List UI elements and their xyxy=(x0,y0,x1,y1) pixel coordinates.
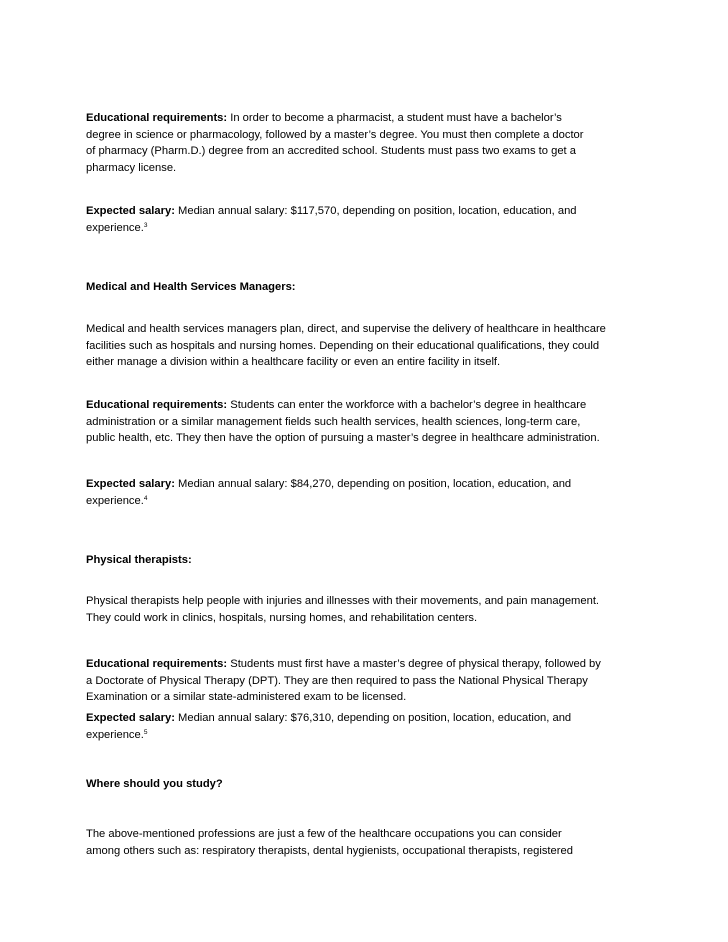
footnote-ref: 4 xyxy=(143,494,148,502)
therapists-education-paragraph: Educational requirements: Students must first have a master’s degree of physical therapy, followed by a Doctorate of Physical Therapy (DPT). They are then required to pass the National Physical Therapy Examination or a similar state-administered exam to be licensed. xyxy=(86,658,601,703)
salary-label: Expected salary: xyxy=(86,205,175,217)
study-description-paragraph: The above-mentioned professions are just a few of the healthcare occupations you can consider among others such as: respiratory therapists, dental hygienists, occupational therapists, registered xyxy=(86,828,573,857)
salary-label: Expected salary: xyxy=(86,712,175,724)
managers-education-paragraph: Educational requirements: Students can enter the workforce with a bachelor’s degree in healthcare administration or a similar management fields such health services, health sciences, long-term care, public health, etc. They then have the option of pursuing a master’s degree in healthcare administration. xyxy=(86,399,600,444)
therapists-salary-paragraph: Expected salary: Median annual salary: $76,310, depending on position, location, education, and experience.$^5$ xyxy=(86,712,572,741)
pharmacist-education-paragraph: Educational requirements: In order to become a pharmacist, a student must have a bachelor’s degree in science or pharmacology, followed by a master’s degree. You must then complete a doctor of pharmacy (Pharm.D.) degree from an accredited school. Students must pass two exams to get a pharmacy license. xyxy=(86,112,584,174)
therapists-description-paragraph: Physical therapists help people with injuries and illnesses with their movements, and pain management. They could work in clinics, hospitals, nursing homes, and rehabilitation centers. xyxy=(86,595,600,624)
education-label: Educational requirements: xyxy=(86,658,228,670)
salary-label: Expected salary: xyxy=(86,478,175,490)
managers-description-paragraph: Medical and health services managers plan, direct, and supervise the delivery of healthcare in healthcare facilities such as hospitals and nursing homes. Depending on their educational qualifications, they could either manage a division within a healthcare facility or even an entire facility in itself. xyxy=(86,323,606,368)
education-label: Educational requirements: xyxy=(86,112,228,124)
pharmacist-salary-paragraph: Expected salary: Median annual salary: $117,570, depending on position, location, education, and experience.$^3$ xyxy=(86,205,577,234)
footnote-ref: 3 xyxy=(143,221,148,229)
education-label: Educational requirements: xyxy=(86,399,228,411)
managers-salary-paragraph: Expected salary: Median annual salary: $84,270, depending on position, location, education, and experience.$^4$ xyxy=(86,478,572,507)
footnote-ref: 5 xyxy=(143,728,148,736)
section-heading-therapists: Physical therapists: xyxy=(86,554,192,566)
section-heading-study: Where should you study? xyxy=(86,778,223,790)
section-heading-managers: Medical and Health Services Managers: xyxy=(86,281,296,293)
